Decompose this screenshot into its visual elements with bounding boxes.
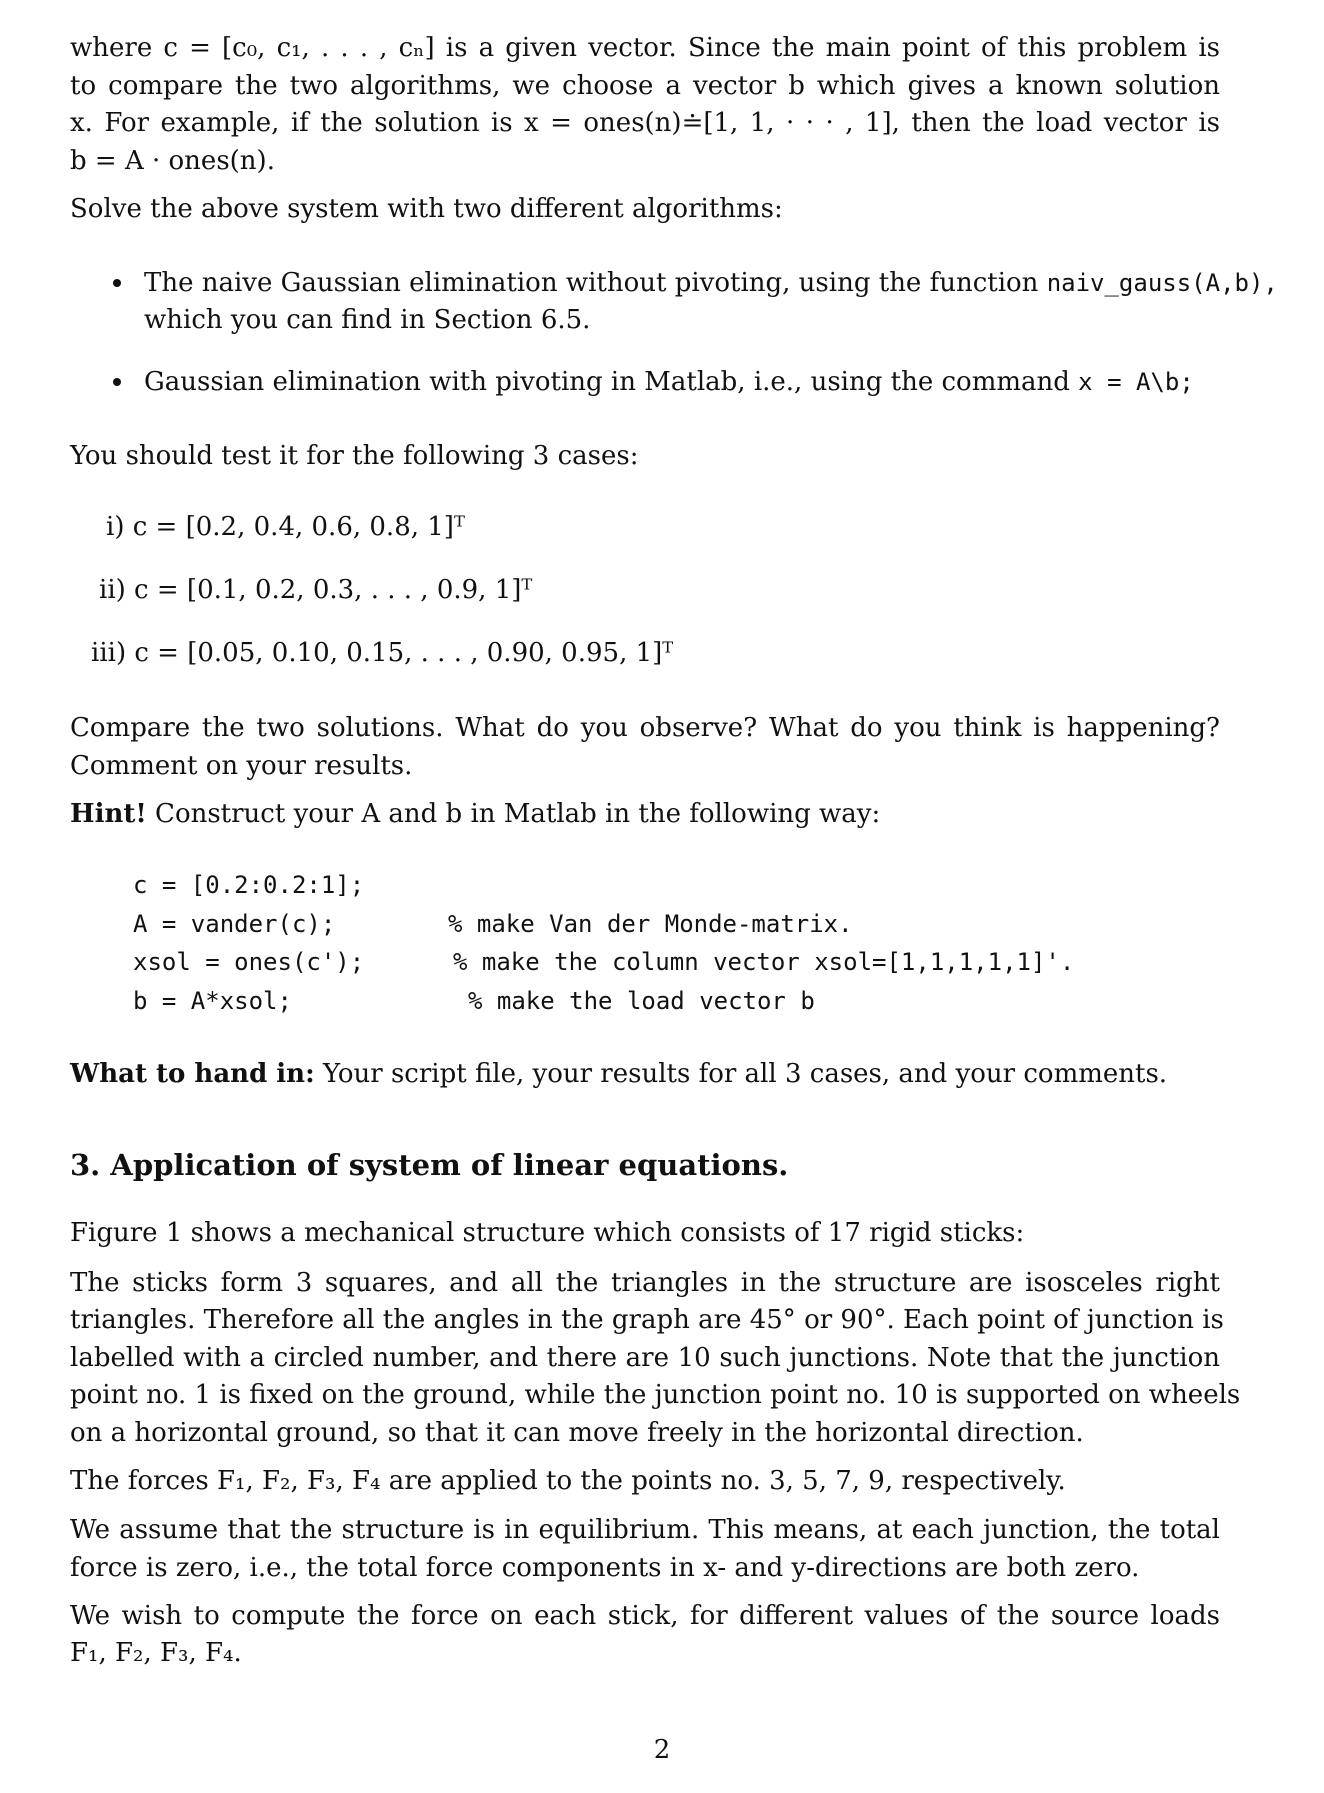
case-label: ii) [99, 575, 126, 605]
section-heading: 3. Application of system of linear equations. [70, 1148, 789, 1182]
case-label: i) [106, 512, 125, 542]
sticks-line: triangles. Therefore all the angles in the graph are 45° or 90°. Each point of junction is [70, 1305, 1224, 1335]
equilibrium-line: force is zero, i.e., the total force components in x- and y-directions are both zero. [70, 1553, 1140, 1583]
figure-text: Figure 1 shows a mechanical structure which consists of 17 rigid sticks: [70, 1218, 1025, 1248]
code-statement: c = [0.2:0.2:1]; [133, 871, 365, 899]
handin-label: What to hand in: [70, 1059, 315, 1089]
intro-line: to compare the two algorithms, we choose a vector b which gives a known solution [70, 71, 1220, 101]
code-statement: xsol = ones(c'); [133, 948, 365, 976]
wish-line: F₁, F₂, F₃, F₄. [70, 1638, 242, 1668]
page-number: 2 [653, 1735, 671, 1765]
sticks-line: labelled with a circled number, and there are 10 such junctions. Note that the junction [70, 1343, 1220, 1373]
sticks-line: on a horizontal ground, so that it can move freely in the horizontal direction. [70, 1418, 1084, 1448]
code-statement: b = A*xsol; [133, 987, 292, 1015]
wish-line: We wish to compute the force on each stick, for different values of the source loads [70, 1601, 1220, 1631]
case-label: iii) [91, 638, 127, 668]
hint-label: Hint! [70, 799, 147, 829]
code-comment: % make the load vector b [468, 987, 815, 1015]
sticks-line: The sticks form 3 squares, and all the triangles in the structure are isosceles right [70, 1268, 1220, 1298]
sticks-line: point no. 1 is fixed on the ground, while the junction point no. 10 is supported on wheels [70, 1380, 1241, 1410]
case-text: c = [0.1, 0.2, 0.3, . . . , 0.9, 1]ᵀ [134, 575, 533, 605]
code-statement: A = vander(c); [133, 910, 336, 938]
case-text: c = [0.2, 0.4, 0.6, 0.8, 1]ᵀ [132, 512, 465, 542]
solve-text: Solve the above system with two different algorithms: [70, 194, 783, 224]
bullet-icon [113, 279, 121, 287]
compare-line: Compare the two solutions. What do you observe? What do you think is happening? [70, 713, 1220, 743]
bullet-item [144, 365, 1294, 399]
case-item [106, 510, 1256, 544]
bullet-text: Gaussian elimination with pivoting in Matlab, i.e., using the command [144, 367, 1079, 397]
case-item [91, 636, 1241, 670]
inline-code: naiv_gauss(A,b), [1046, 269, 1278, 297]
code-comment: % make Van der Monde-matrix. [448, 910, 853, 938]
handin-line [70, 1057, 1220, 1091]
bullet-text: The naive Gaussian elimination without pivoting, using the function [144, 268, 1047, 298]
intro-line: x. For example, if the solution is x = ones(n)≐[1, 1, · · · , 1], then the load vector is [70, 108, 1220, 138]
hint-line [70, 797, 1220, 831]
hint-text: Construct your A and b in Matlab in the following way: [155, 799, 881, 829]
intro-line: b = A · ones(n). [70, 146, 275, 176]
intro-line: where c = [c₀, c₁, . . . , cₙ] is a given vector. Since the main point of this problem is [70, 33, 1220, 63]
forces-text: The forces F₁, F₂, F₃, F₄ are applied to the points no. 3, 5, 7, 9, respectively. [70, 1466, 1066, 1496]
case-item [99, 573, 1249, 607]
bullet-icon [113, 378, 121, 386]
handin-text: Your script file, your results for all 3 cases, and your comments. [322, 1059, 1168, 1089]
bullet-text: which you can find in Section 6.5. [144, 305, 591, 335]
test-text: You should test it for the following 3 cases: [70, 441, 639, 471]
equilibrium-line: We assume that the structure is in equilibrium. This means, at each junction, the total [70, 1515, 1220, 1545]
case-text: c = [0.05, 0.10, 0.15, . . . , 0.90, 0.95, 1]ᵀ [134, 638, 674, 668]
bullet-item [144, 266, 1284, 300]
inline-code: x = A\b; [1078, 368, 1194, 396]
code-comment: % make the column vector xsol=[1,1,1,1,1]'. [453, 948, 1075, 976]
compare-line: Comment on your results. [70, 751, 413, 781]
